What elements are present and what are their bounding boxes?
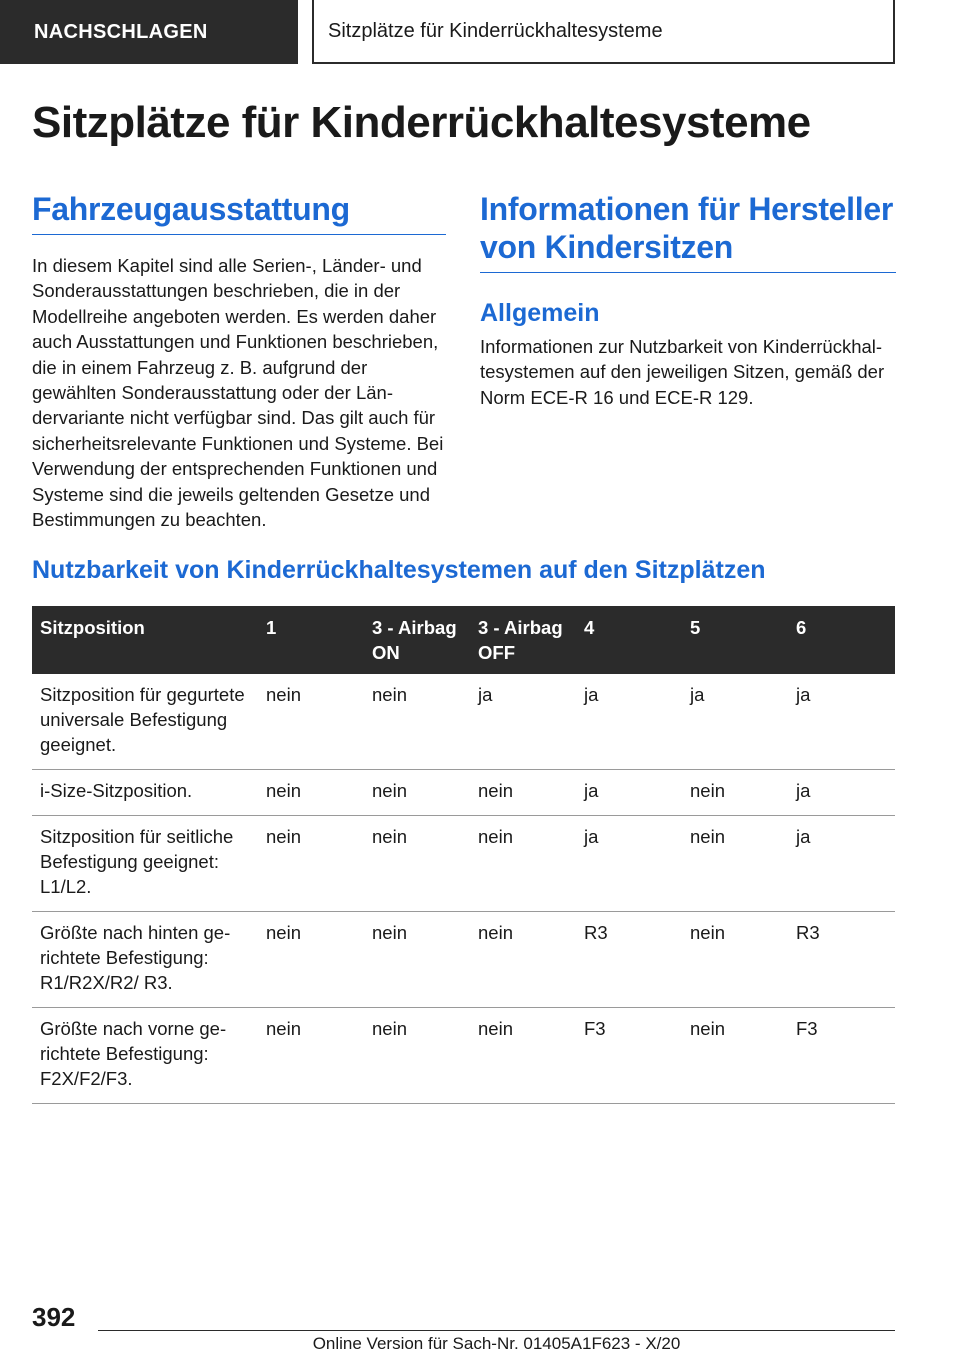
table-cell: nein xyxy=(470,816,576,912)
table-cell: nein xyxy=(364,674,470,770)
table-cell: nein xyxy=(682,912,788,1008)
page-number: 392 xyxy=(32,1302,76,1332)
table-cell: nein xyxy=(364,1008,470,1104)
table-row xyxy=(32,770,895,816)
header-section-label: NACHSCHLAGEN xyxy=(34,20,208,43)
header-chapter-box xyxy=(312,0,895,64)
table-row xyxy=(32,1008,895,1104)
table-header-cell: 6 xyxy=(788,606,895,674)
table-cell: R3 xyxy=(576,912,682,1008)
table-cell: nein xyxy=(258,674,364,770)
table-cell: nein xyxy=(364,770,470,816)
table-cell: ja xyxy=(576,770,682,816)
vehicle-equipment-paragraph: In diesem Kapitel sind alle Serien-, Länder- und Sonderausstattungen beschrieben, die in der Modellreihe angeboten werden. Es werden daher auch Ausstattungen und Funktionen beschrieben, die in einem Fahrzeug z. B. aufgrund der gewählten Sonderausstattung oder der Ländervariante nicht verfügbar sind. Das gilt auch für sicherheitsrelevante Funktionen und Systeme. Bei Verwendung der entsprechenden Funktionen und Systeme sind die jeweils geltenden Gesetze und Bestimmungen zu beachten. xyxy=(32,255,444,531)
table-cell: nein xyxy=(470,770,576,816)
table-cell: ja xyxy=(788,770,895,816)
seat-usability-table xyxy=(32,606,895,1104)
vehicle-equipment-heading: Fahrzeugausstattung xyxy=(32,190,446,235)
table-header-cell: Sitzposition xyxy=(32,606,258,674)
table-cell: nein xyxy=(258,770,364,816)
table-cell: Größte nach hinten gerichtete Befestigung: R1/R2X/R2/ R3. xyxy=(32,912,258,1008)
table-cell: Größte nach vorne gerichtete Befestigung: F2X/F2/F3. xyxy=(32,1008,258,1104)
table-cell: nein xyxy=(682,1008,788,1104)
table-header-cell: 3 - Airbag ON xyxy=(364,606,470,674)
table-cell: F3 xyxy=(576,1008,682,1104)
table-cell: R3 xyxy=(788,912,895,1008)
manufacturer-info-heading: Informationen für Hersteller von Kindersitzen xyxy=(480,190,896,273)
table-cell: nein xyxy=(682,770,788,816)
table-cell: ja xyxy=(576,674,682,770)
table-header-row xyxy=(32,606,895,674)
table-cell: ja xyxy=(576,816,682,912)
table-cell: ja xyxy=(788,674,895,770)
table-cell: Sitzposition für seitliche Befestigung geeignet: L1/L2. xyxy=(32,816,258,912)
footer-divider xyxy=(98,1330,895,1331)
left-column xyxy=(32,190,446,532)
table-cell: F3 xyxy=(788,1008,895,1104)
table-cell: nein xyxy=(258,816,364,912)
table-cell: nein xyxy=(364,912,470,1008)
general-subheading: Allgemein xyxy=(480,299,600,327)
usability-table-title: Nutzbarkeit von Kinderrückhaltesystemen auf den Sitzplätzen xyxy=(32,556,766,584)
table-cell: ja xyxy=(788,816,895,912)
online-version-note: Online Version für Sach-Nr. 01405A1F623 - X/20 xyxy=(312,1334,681,1353)
table-cell: nein xyxy=(364,816,470,912)
table-header-cell: 4 xyxy=(576,606,682,674)
table-cell: i-Size-Sitzposition. xyxy=(32,770,258,816)
table-row xyxy=(32,674,895,770)
table-cell: nein xyxy=(470,1008,576,1104)
table-header-cell: 5 xyxy=(682,606,788,674)
header-chapter-label: Sitzplätze für Kinderrückhaltesysteme xyxy=(328,19,663,42)
table-header-cell: 3 - Airbag OFF xyxy=(470,606,576,674)
table-cell: nein xyxy=(470,912,576,1008)
table-cell: ja xyxy=(470,674,576,770)
page-title: Sitzplätze für Kinderrückhaltesysteme xyxy=(32,98,811,147)
table-cell: nein xyxy=(682,816,788,912)
header-section-tab xyxy=(0,0,298,64)
table-cell: Sitzposition für gegurtete universale Befestigung geeignet. xyxy=(32,674,258,770)
table-cell: nein xyxy=(258,912,364,1008)
table-row xyxy=(32,816,895,912)
table-row xyxy=(32,912,895,1008)
table-header-cell: 1 xyxy=(258,606,364,674)
general-paragraph: Informationen zur Nutzbarkeit von Kinderrückhaltesystemen auf den jeweiligen Sitzen, gemäß der Norm ECE-R 16 und ECE-R 129. xyxy=(480,336,885,408)
right-column xyxy=(480,190,896,410)
table-cell: nein xyxy=(258,1008,364,1104)
table-cell: ja xyxy=(682,674,788,770)
